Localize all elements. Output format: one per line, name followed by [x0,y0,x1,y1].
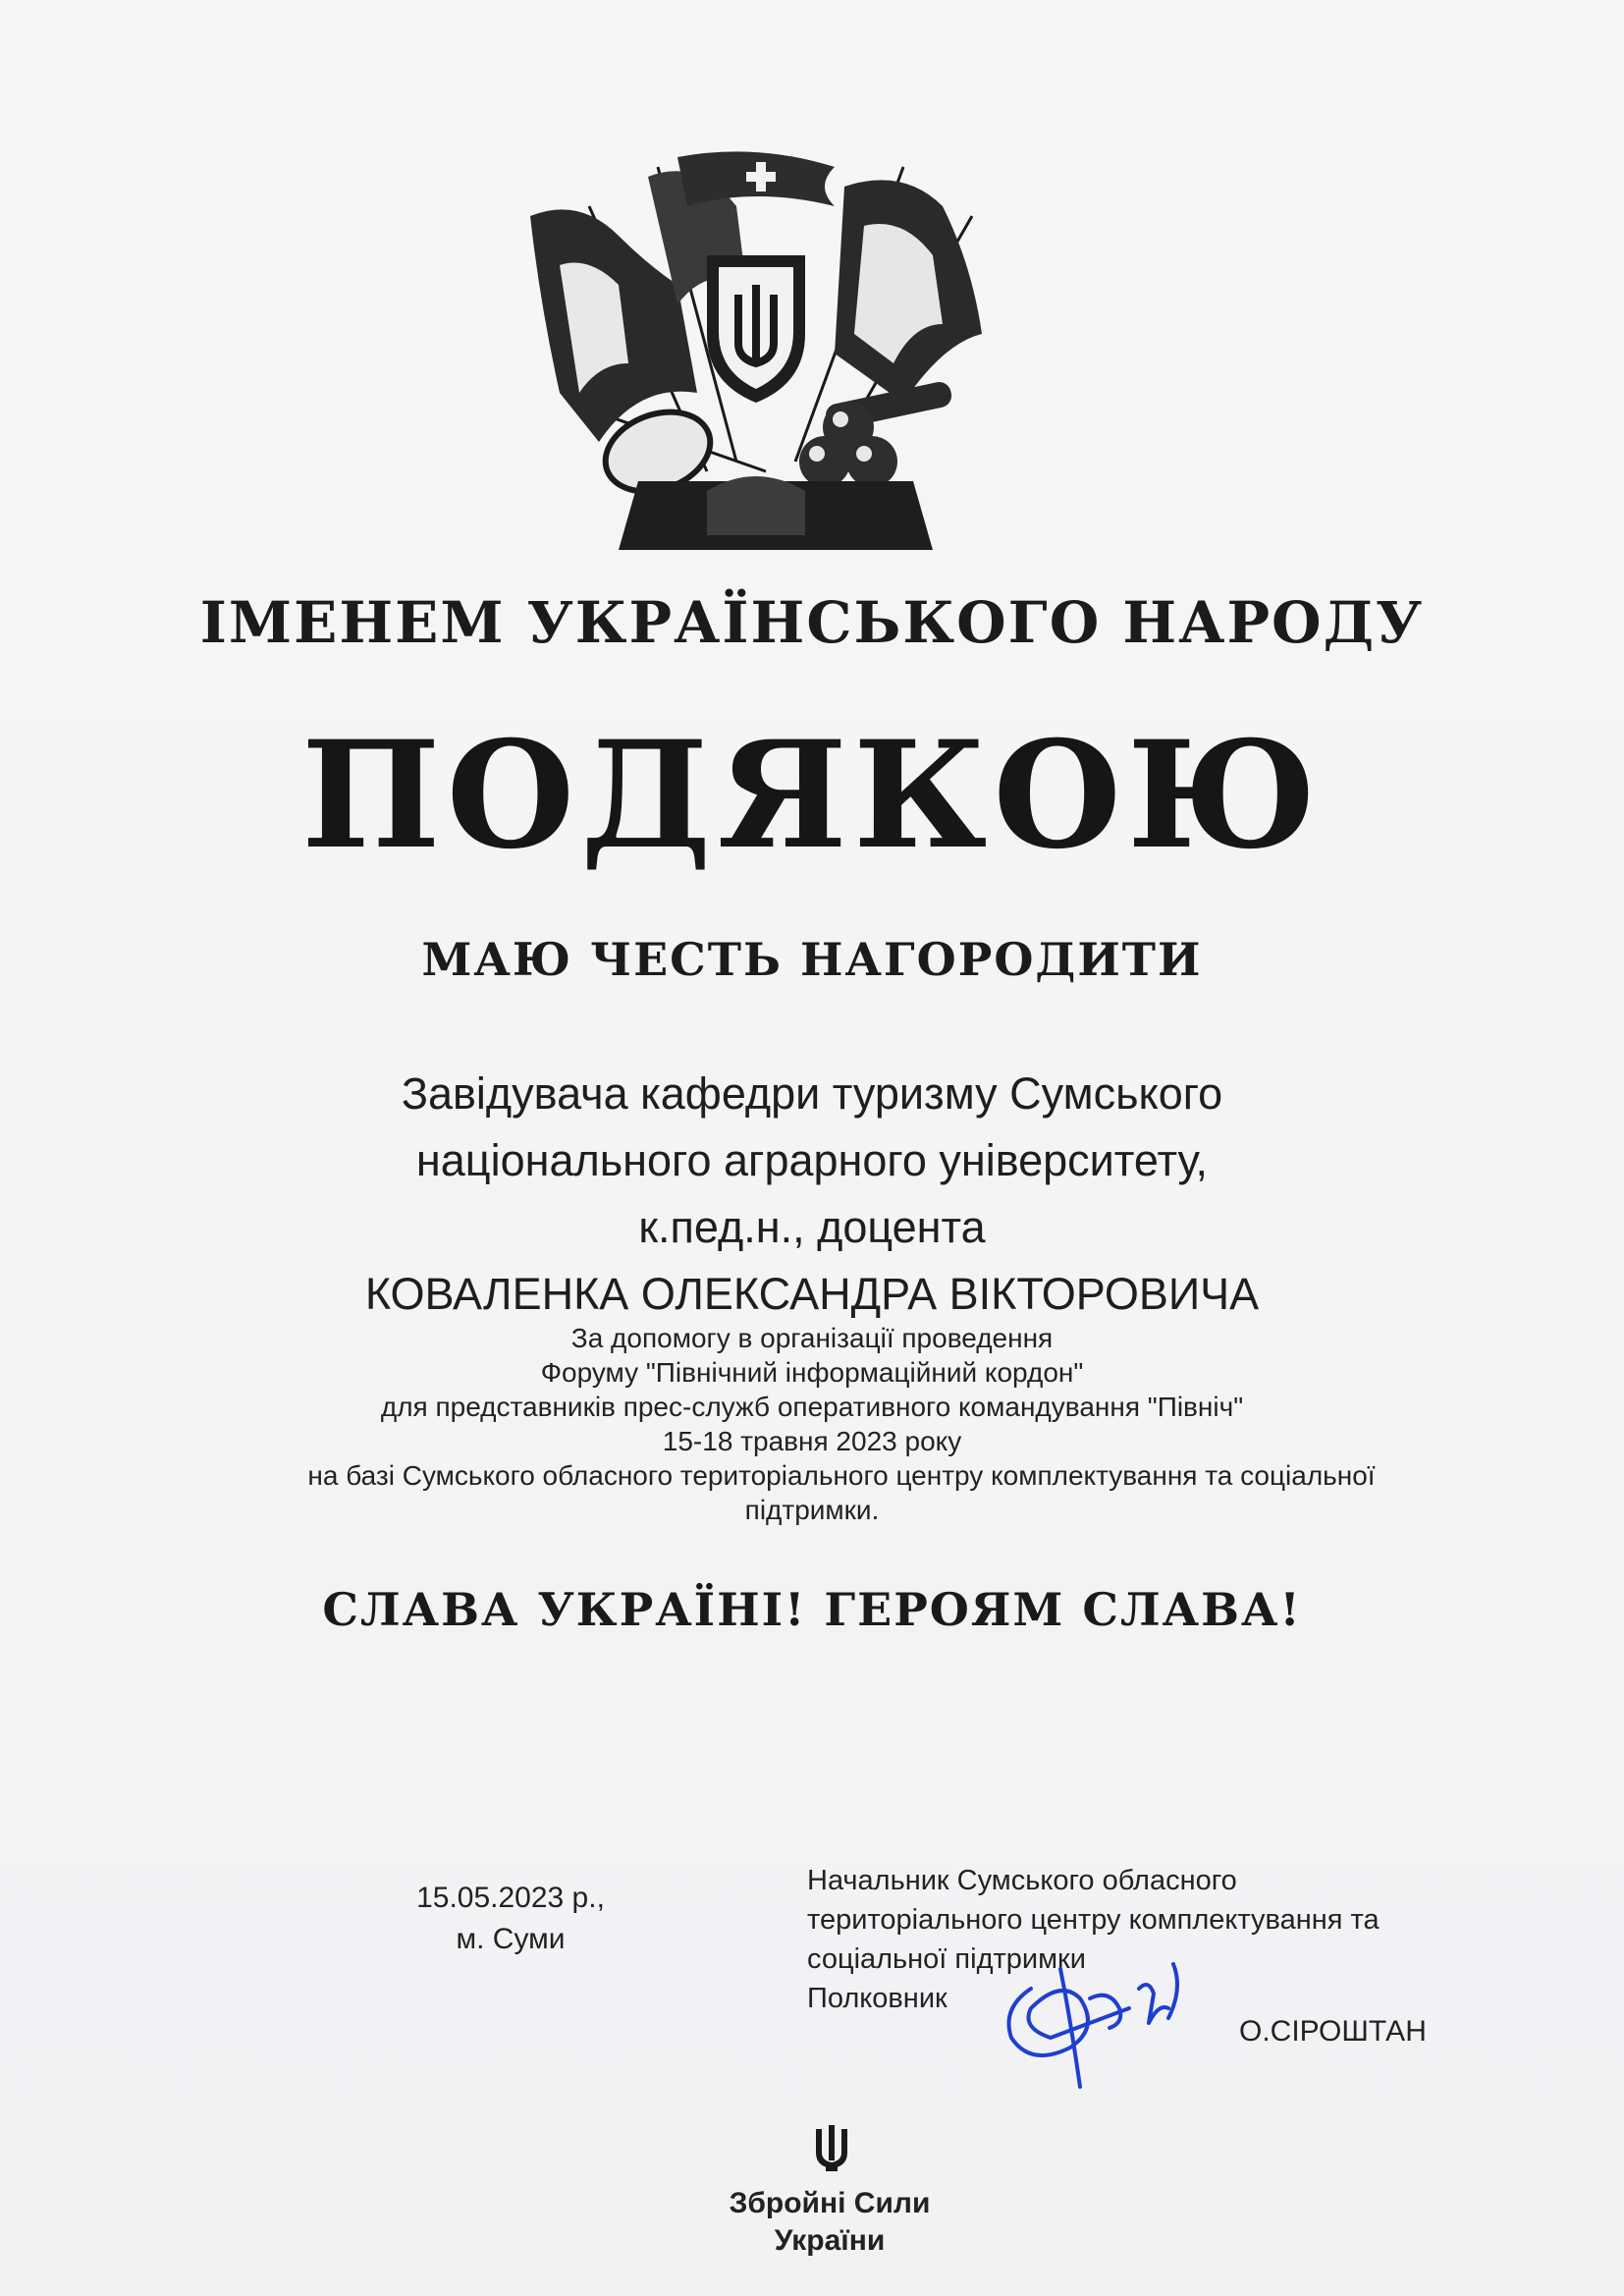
footer-organization [682,2185,977,2260]
signer-position-line: територіального центру комплектування та [807,1904,1380,1936]
recipient-line: національного аграрного університету, [415,1135,1209,1185]
recipient-block [0,1061,1624,1328]
reason-line: на базі Сумського обласного територіального центру комплектування та соціальної [307,1460,1376,1491]
recipient-line: к.пед.н., доцента [638,1202,986,1252]
header-title-gratitude: ПОДЯКОЮ [300,709,1324,882]
reason-line: За допомогу в організації проведення [570,1323,1054,1353]
reason-line: Форуму "Північний інформаційний кордон" [540,1357,1084,1388]
issue-date: 15.05.2023 р., [416,1882,605,1914]
trident-icon [812,2121,851,2172]
armed-forces-emblem-icon [511,147,1001,560]
recipient-line: Завідувача кафедри туризму Сумського [401,1068,1223,1119]
footer-line: України [774,2224,886,2257]
signer-position-line: соціальної підтримки [807,1943,1086,1975]
issue-city: м. Суми [456,1923,566,1955]
slogan: СЛАВА УКРАЇНІ! ГЕРОЯМ СЛАВА! [322,1583,1302,1636]
header-line-honor-to-award: МАЮ ЧЕСТЬ НАГОРОДИТИ [421,933,1203,986]
footer-line: Збройні Сили [729,2187,931,2219]
reason-line: для представників прес-служб оперативного командування "Північ" [380,1392,1244,1422]
header-line-in-name-of-people: ІМЕНЕМ УКРАЇНСЬКОГО НАРОДУ [199,589,1425,656]
reason-line: 15-18 травня 2023 року [662,1426,962,1456]
date-block [383,1878,638,1960]
reason-line: підтримки. [744,1495,880,1525]
signer-position-line: Начальник Сумського обласного [807,1865,1237,1896]
signer-rank: Полковник [807,1983,947,2014]
handwritten-signature-icon [992,1949,1198,2097]
signer-name: О.СІРОШТАН [1239,2015,1427,2048]
reason-block [0,1321,1624,1527]
recipient-name: КОВАЛЕНКА ОЛЕКСАНДРА ВІКТОРОВИЧА [364,1269,1260,1319]
